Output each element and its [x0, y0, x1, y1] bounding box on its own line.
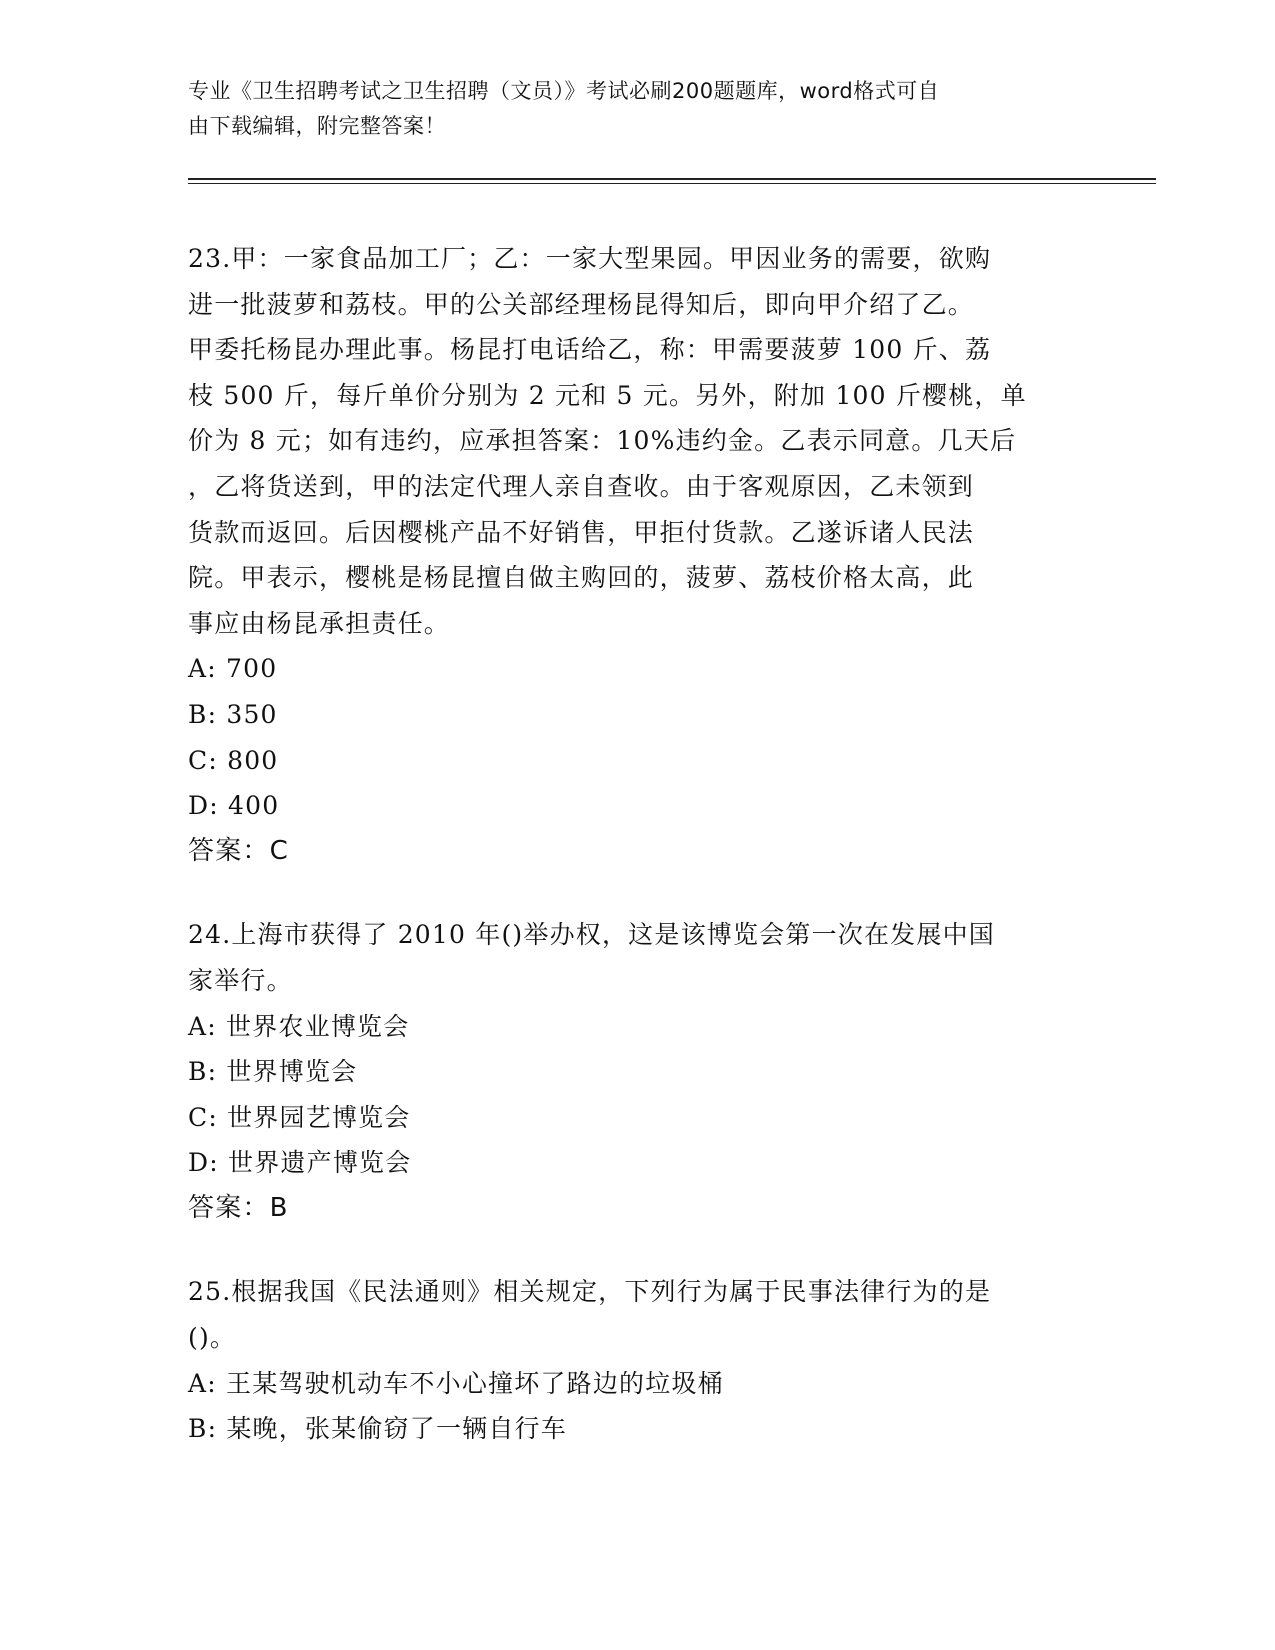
answer-line: 答案：C	[188, 835, 289, 866]
question-stem	[188, 912, 1078, 1003]
header-line-1: 专业《卫生招聘考试之卫生招聘（文员）》考试必刷200题题库，word格式可自	[188, 79, 940, 103]
question-stem	[188, 1269, 1078, 1360]
option-a: A: 700	[188, 654, 278, 684]
stem-line: 23.甲：一家食品加工厂；乙：一家大型果园。甲因业务的需要，欲购	[188, 244, 992, 273]
stem-line: 事应由杨昆承担责任。	[188, 608, 451, 638]
header-line-2: 由下载编辑，附完整答案！	[188, 114, 446, 138]
question-24	[188, 912, 1078, 1231]
option-b: B: 某晚，张某偷窃了一辆自行车	[188, 1414, 567, 1444]
answer-line: 答案：B	[188, 1192, 289, 1223]
stem-line: 枝 500 斤，每斤单价分别为 2 元和 5 元。另外，附加 100 斤樱桃，单	[188, 380, 1027, 410]
option-c: C: 800	[188, 745, 279, 775]
option-c: C: 世界园艺博览会	[188, 1102, 411, 1132]
option-d: D: 400	[188, 791, 280, 821]
option-a: A: 世界农业博览会	[188, 1011, 410, 1041]
option-a: A: 王某驾驶机动车不小心撞坏了路边的垃圾桶	[188, 1368, 724, 1398]
header-divider-bottom	[188, 183, 1156, 184]
question-25	[188, 1269, 1078, 1451]
stem-line: ，乙将货送到，甲的法定代理人亲自查收。由于客观原因，乙未领到	[188, 471, 975, 501]
document-header	[188, 74, 1068, 144]
stem-line: 25.根据我国《民法通则》相关规定，下列行为属于民事法律行为的是	[188, 1277, 992, 1307]
stem-line: 家举行。	[188, 965, 293, 995]
question-stem	[188, 236, 1078, 646]
stem-line: 院。甲表示，樱桃是杨昆擅自做主购回的，菠萝、荔枝价格太高，此	[188, 563, 975, 593]
stem-line: ()。	[188, 1323, 237, 1353]
stem-line: 24.上海市获得了 2010 年()举办权，这是该博览会第一次在发展中国	[188, 920, 995, 950]
option-d: D: 世界遗产博览会	[188, 1148, 412, 1178]
question-list	[188, 236, 1078, 1490]
stem-line: 货款而返回。后因樱桃产品不好销售，甲拒付货款。乙遂诉诸人民法	[188, 517, 975, 547]
question-23	[188, 236, 1078, 874]
option-b: B: 世界博览会	[188, 1057, 358, 1087]
stem-line: 价为 8 元；如有违约，应承担答案：10%违约金。乙表示同意。几天后	[188, 426, 1017, 456]
stem-line: 进一批菠萝和荔枝。甲的公关部经理杨昆得知后，即向甲介绍了乙。	[188, 289, 975, 319]
option-b: B: 350	[188, 699, 278, 729]
stem-line: 甲委托杨昆办理此事。杨昆打电话给乙，称：甲需要菠萝 100 斤、荔	[188, 335, 992, 365]
header-divider-top	[188, 178, 1156, 180]
